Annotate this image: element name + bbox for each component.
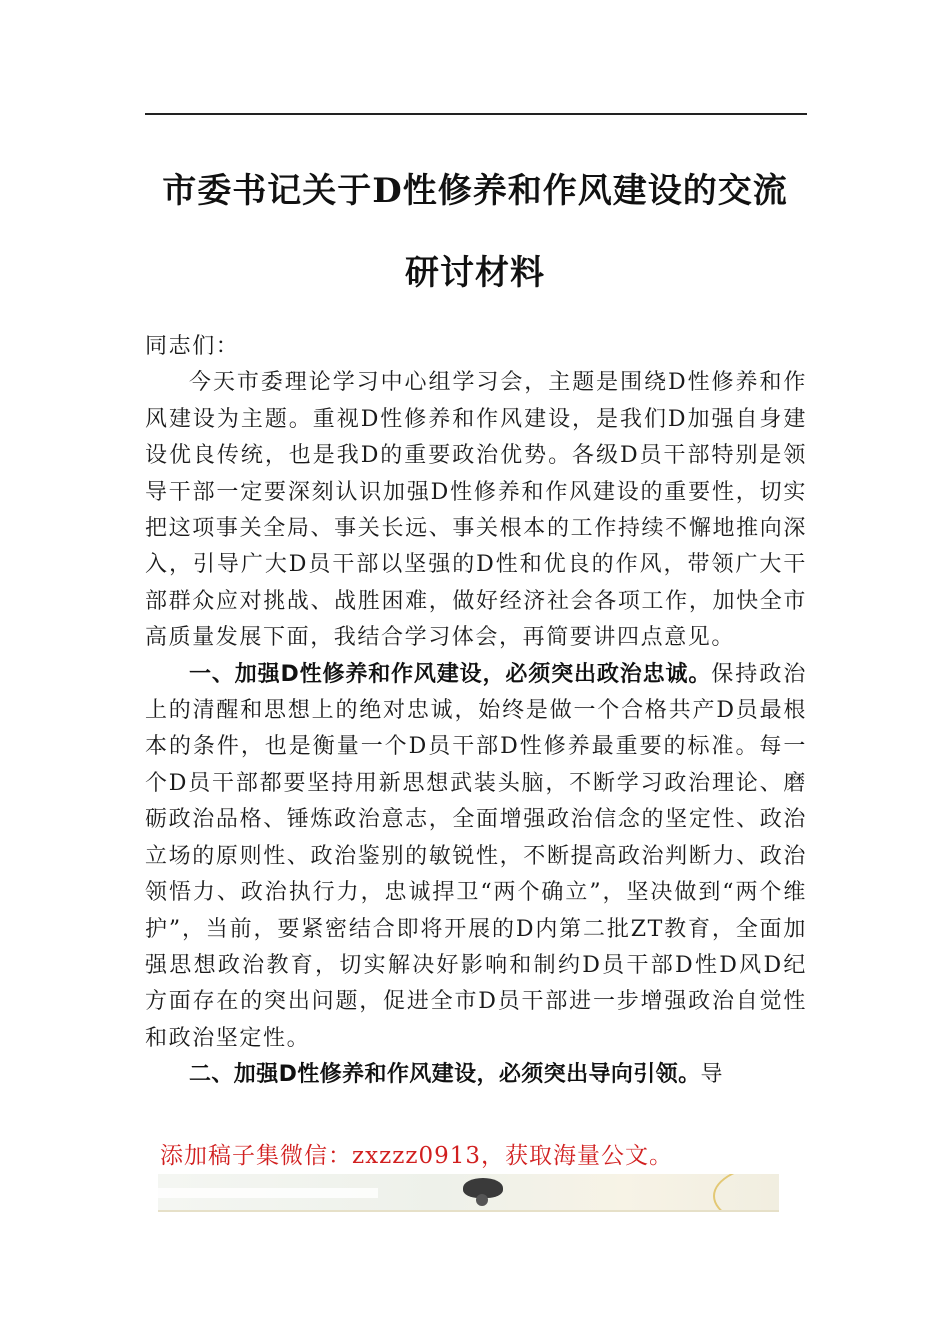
paragraph-intro — [145, 365, 807, 656]
paragraph-text: 今天市委理论学习中心组学习会，主题是围绕D性修养和作风建设为主题。重视D性修养和作风建设，是我们D加强自身建设优良传统，也是我D的重要政治优势。各级D员干部特别是领导干部一定要深刻认识加强D性修养和作风建设的重要性，切实把这项事关全局、事关长远、事关根本的工作持续不懈地推向深入，引导广大D员干部以坚强的D性和优良的作风，带领广大干部群众应对挑战、战胜困难，做好经济社会各项工作，加快全市高质量发展下面，我结合学习体会，再简要讲四点意见。 — [145, 370, 807, 651]
decorative-banner-image — [158, 1174, 779, 1212]
document-title — [100, 150, 850, 314]
title-line-1: 市委书记关于D性修养和作风建设的交流 — [162, 171, 788, 211]
paragraph-section-2 — [145, 1057, 807, 1093]
title-line-2: 研讨材料 — [405, 253, 545, 293]
paragraph-text: 导 — [700, 1062, 725, 1088]
section-1-heading: 一、加强D性修养和作风建设，必须突出政治忠诚。 — [189, 661, 712, 687]
section-2-heading: 二、加强D性修养和作风建设，必须突出导向引领。 — [189, 1062, 701, 1088]
document-body — [145, 329, 807, 1094]
paragraph-section-1 — [145, 657, 807, 1057]
header-rule — [145, 113, 807, 115]
greeting: 同志们： — [145, 334, 240, 359]
paragraph-text: 保持政治上的清醒和思想上的绝对忠诚，始终是做一个合格共产D员最根本的条件，也是衡量一个D员干部D性修养最重要的标准。每一个D员干部都要坚持用新思想武装头脑，不断学习政治理论、磨砺政治品格、锤炼政治意志，全面增强政治信念的坚定性、政治立场的原则性、政治鉴别的敏锐性，不断提高政治判断力、政治领悟力、政治执行力，忠诚捍卫“两个确立”，坚决做到“两个维护”，当前，要紧密结合即将开展的D内第二批ZT教育，全面加强思想政治教育，切实解决好影响和制约D员干部D性D风D纪方面存在的突出问题，促进全市D员干部进一步增强政治自觉性和政治坚定性。 — [145, 661, 808, 1051]
promo-watermark-text: 添加稿子集微信：zxzzz0913，获取海量公文。 — [160, 1143, 673, 1169]
